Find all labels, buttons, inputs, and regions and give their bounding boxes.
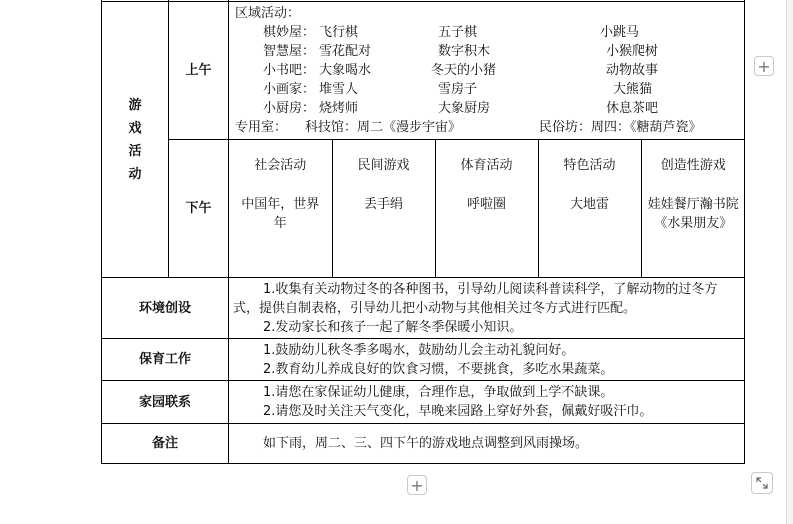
morning-label: 上午 (169, 2, 229, 140)
care-label: 保育工作 (102, 339, 229, 381)
area-row: 棋妙屋： 飞行棋 五子棋 小跳马 (263, 25, 640, 40)
remarks-content[interactable]: 如下雨，周二、三、四下午的游戏地点调整到风雨操场。 (229, 424, 745, 464)
afternoon-label: 下午 (169, 140, 229, 278)
remarks-row (102, 424, 745, 464)
area-row: 小书吧： 大象喝水 冬天的小猪 动物故事 (263, 63, 659, 78)
afternoon-column[interactable]: 创造性游戏 娃娃餐厅瀚书院《水果朋友》 (647, 158, 739, 231)
afternoon-grid (229, 140, 745, 277)
afternoon-row (102, 140, 745, 278)
game-activities-label: 游戏活动 (102, 2, 169, 278)
morning-activities[interactable] (229, 2, 745, 140)
afternoon-column[interactable]: 体育活动 呼啦圈 (435, 140, 538, 277)
care-row (102, 339, 745, 381)
add-row-button[interactable] (407, 475, 427, 495)
environment-content[interactable]: 1.收集有关动物过冬的各种图书，引导幼儿阅读科普读科学，了解动物的过冬方式，提供自制表格，引导幼儿把小动物与其他相关过冬方式进行匹配。 2.发动家长和孩子一起了解冬季保暖小知识。 (229, 278, 745, 339)
home-contact-label: 家园联系 (102, 381, 229, 424)
weekly-plan-table (101, 0, 745, 464)
environment-label: 环境创设 (102, 278, 229, 339)
home-contact-row (102, 381, 745, 424)
care-content[interactable]: 1.鼓励幼儿秋冬季多喝水，鼓励幼儿会主动礼貌问好。 2.教育幼儿养成良好的饮食习惯，不要挑食，多吃水果蔬菜。 (229, 339, 745, 381)
home-contact-content[interactable]: 1.请您在家保证幼儿健康，合理作息，争取做到上学不缺课。 2.请您及时关注天气变化，早晚来园路上穿好外套，佩戴好吸汗巾。 (229, 381, 745, 424)
table-resize-handle[interactable] (751, 472, 773, 494)
afternoon-column[interactable]: 社会活动 中国年，世界年 (229, 140, 332, 277)
special-rooms-line: 专用室： 科技馆：周二《漫步宇宙》 民俗坊：周四：《糖葫芦瓷》 (235, 120, 702, 135)
morning-row (102, 2, 745, 140)
afternoon-column[interactable]: 特色活动 大地雷 (538, 140, 641, 277)
add-column-button[interactable] (754, 56, 774, 76)
afternoon-column[interactable]: 民间游戏 丢手绢 (332, 140, 435, 277)
afternoon-activities (229, 140, 745, 278)
area-row: 小厨房： 烧烤师 大象厨房 休息茶吧 (263, 101, 659, 116)
area-row: 小画家： 堆雪人 雪房子 大熊猫 (263, 82, 653, 97)
plus-icon: + (410, 476, 424, 495)
editor-scroll-edge (786, 0, 793, 524)
remarks-label: 备注 (102, 424, 229, 464)
area-row: 智慧屋： 雪花配对 数字积木 小猴爬树 (263, 44, 659, 59)
environment-row (102, 278, 745, 339)
resize-icon (756, 477, 768, 489)
area-title-line: 区域活动： (235, 6, 301, 21)
plus-icon: + (757, 57, 771, 76)
